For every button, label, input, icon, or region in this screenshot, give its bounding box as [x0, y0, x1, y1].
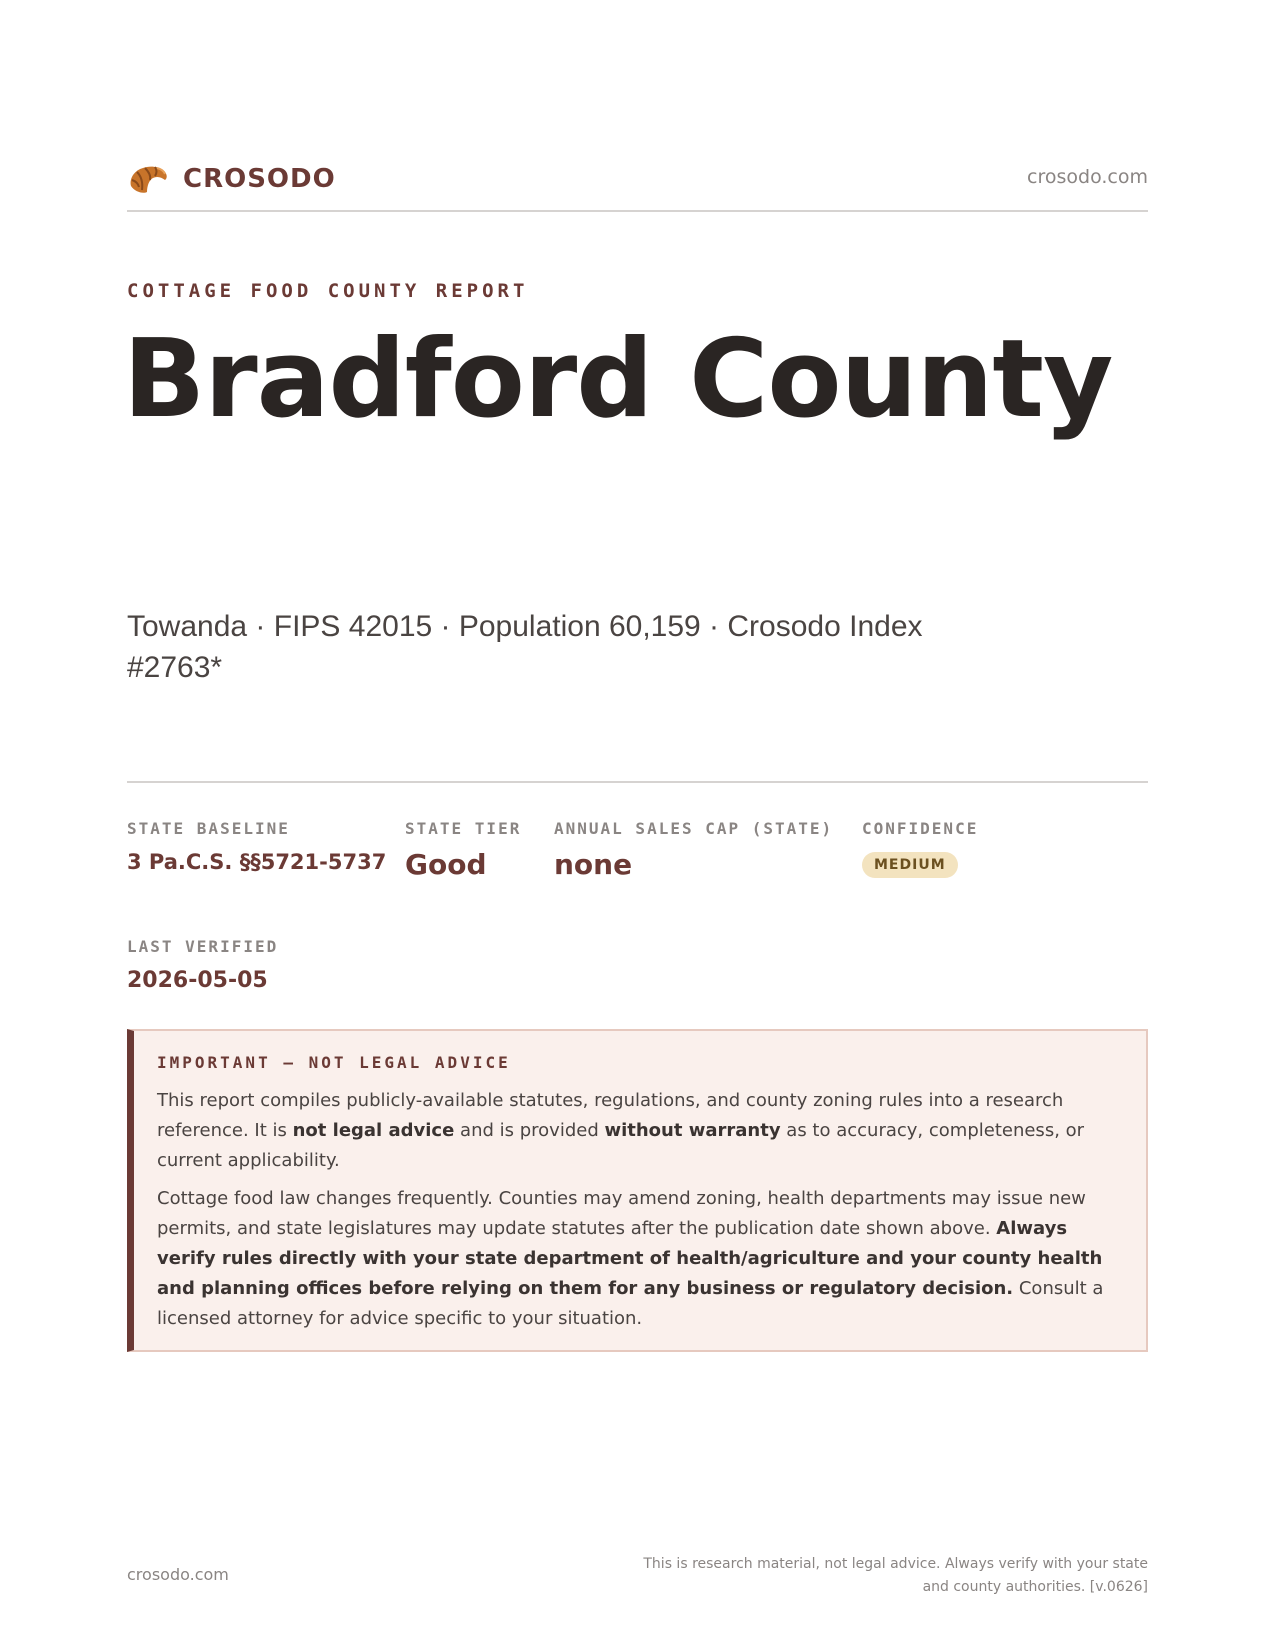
- legal-notice: [127, 1029, 1148, 1352]
- notice-text: This report compiles publicly-available statutes, regulations, and county zoning rules into a research reference. It is: [157, 1090, 1064, 1141]
- stat-label: STATE BASELINE: [127, 819, 290, 838]
- footer-site-link[interactable]: crosodo.com: [127, 1565, 229, 1584]
- page-title: Bradford County: [123, 317, 1113, 442]
- notice-text: Consult a licensed attorney for advice specific to your situation.: [157, 1278, 1104, 1329]
- stat-value: none: [554, 848, 633, 881]
- stat-last-verified: [127, 937, 278, 993]
- report-subtitle: Towanda · FIPS 42015 · Population 60,159 · Crosodo Index #2763*: [127, 610, 923, 684]
- notice-text: Cottage food law changes frequently. Counties may amend zoning, health departments may issue new permits, and state legislatures may update statutes after the publication date shown above.: [157, 1188, 1086, 1239]
- confidence-badge: MEDIUM: [862, 852, 958, 878]
- stat-label: CONFIDENCE: [862, 819, 979, 838]
- stat-value: 3 Pa.C.S. §§5721-5737: [127, 850, 387, 874]
- header-divider: [127, 210, 1148, 212]
- croissant-icon: [127, 160, 169, 198]
- stat-state-tier: [405, 819, 521, 881]
- report-eyebrow: COTTAGE FOOD COUNTY REPORT: [127, 280, 529, 302]
- header-site-link[interactable]: crosodo.com: [1027, 166, 1148, 188]
- notice-emphasis: not legal advice: [292, 1120, 455, 1141]
- footer-disclaimer: [628, 1553, 1148, 1599]
- stat-state-baseline: [127, 819, 386, 874]
- notice-paragraph-2: [157, 1184, 1120, 1334]
- section-divider: [127, 781, 1148, 783]
- stat-label: ANNUAL SALES CAP (STATE): [554, 819, 834, 838]
- footer-disclaimer-line: and county authorities. [v.0626]: [922, 1579, 1148, 1595]
- notice-emphasis: without warranty: [604, 1120, 781, 1141]
- stat-value: 2026-05-05: [127, 968, 268, 993]
- page-header: [127, 158, 1148, 206]
- notice-text: and is provided: [454, 1120, 605, 1141]
- stat-confidence: [862, 819, 978, 878]
- brand-name: CROSODO: [183, 164, 336, 194]
- brand: [127, 158, 336, 200]
- notice-emphasis: Always verify rules directly with your state department of health/agriculture and your county health and planning offices before relying on them for any business or regulatory decision.: [157, 1218, 1103, 1299]
- stat-annual-sales-cap: [554, 819, 833, 881]
- notice-paragraph-1: [157, 1086, 1120, 1176]
- footer-disclaimer-line: This is research material, not legal advice. Always verify with your state: [643, 1556, 1148, 1572]
- stat-label: STATE TIER: [405, 819, 522, 838]
- notice-title: IMPORTANT — NOT LEGAL ADVICE: [157, 1053, 511, 1072]
- notice-text: as to accuracy, completeness, or current applicability.: [157, 1120, 1085, 1171]
- report-page: [123, 0, 1148, 1650]
- stat-label: LAST VERIFIED: [127, 937, 279, 956]
- stat-value: Good: [405, 848, 487, 881]
